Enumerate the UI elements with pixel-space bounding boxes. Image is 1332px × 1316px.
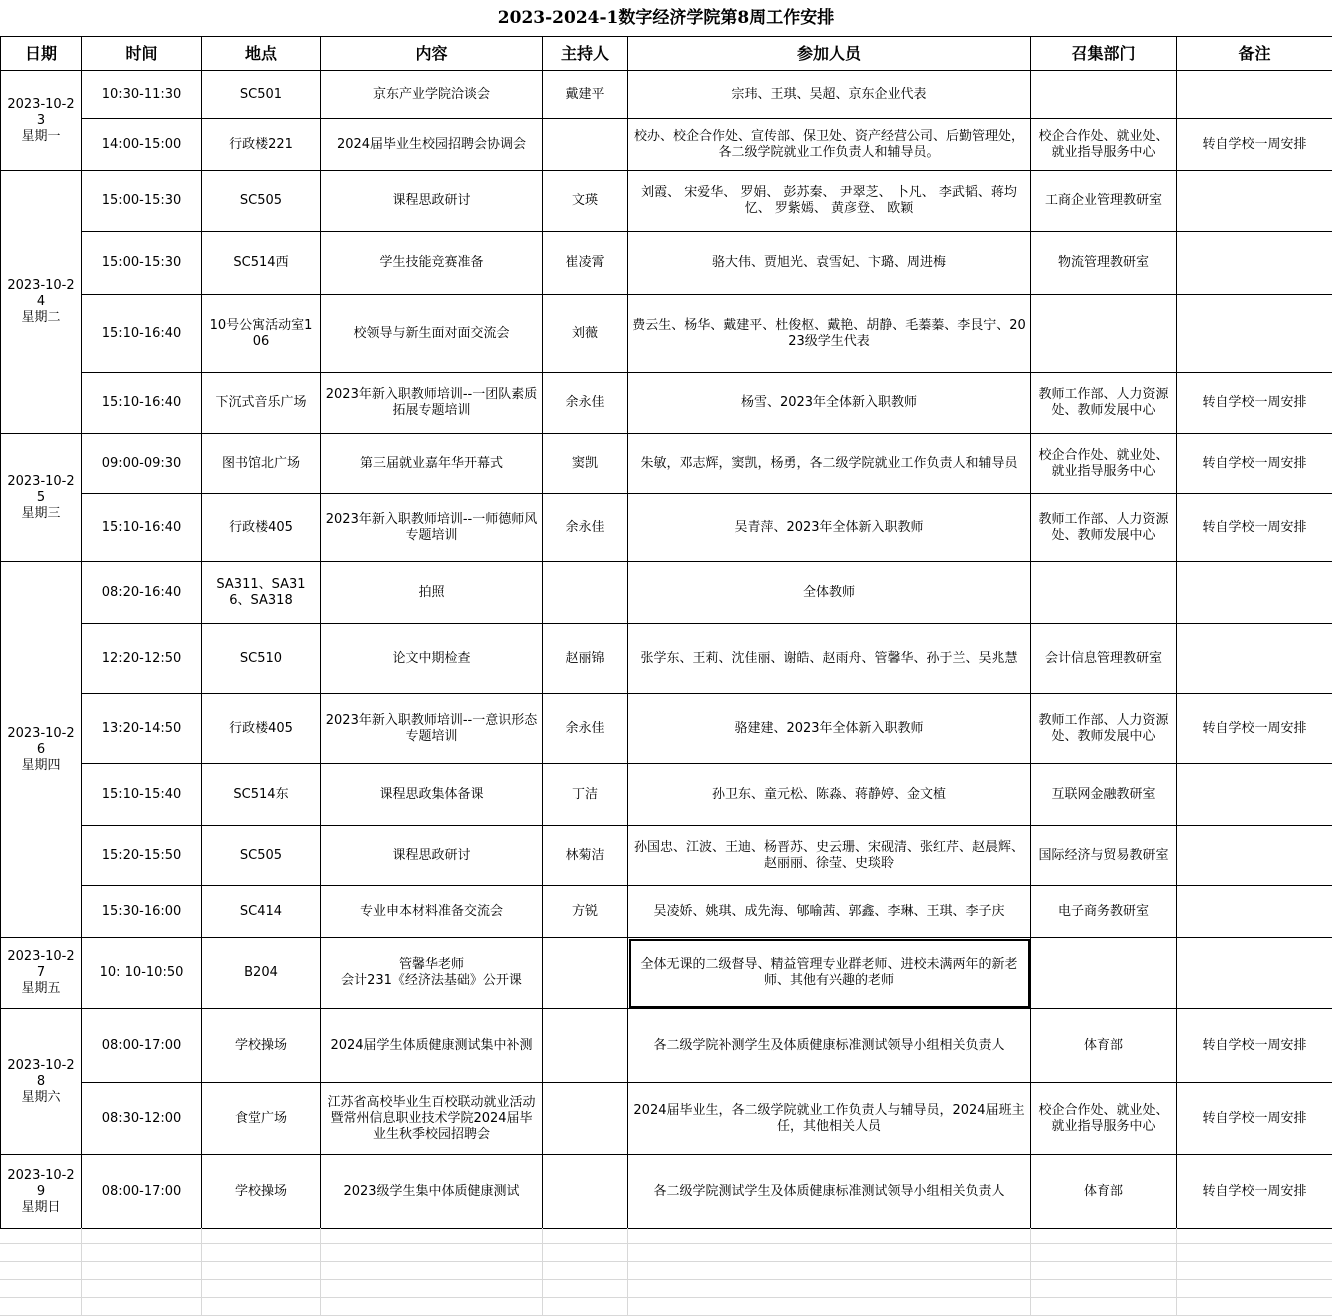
host-cell[interactable] bbox=[543, 1009, 628, 1083]
content-cell[interactable]: 江苏省高校毕业生百校联动就业活动暨常州信息职业技术学院2024届毕业生秋季校园招聘会 bbox=[321, 1083, 543, 1155]
gridline bbox=[1030, 1228, 1031, 1316]
note-cell[interactable] bbox=[1177, 938, 1332, 1009]
time-cell[interactable]: 15:20-15:50 bbox=[82, 826, 202, 886]
table-row bbox=[1, 494, 1332, 562]
place-cell[interactable]: 学校操场 bbox=[202, 1155, 321, 1229]
content-cell[interactable]: 课程思政研讨 bbox=[321, 826, 543, 886]
weekday-value: 星期一 bbox=[21, 128, 61, 144]
place-cell[interactable]: 行政楼221 bbox=[202, 119, 321, 171]
dept-cell[interactable]: 会计信息管理教研室 bbox=[1031, 624, 1177, 694]
date-cell[interactable] bbox=[1, 171, 82, 434]
attendees-cell[interactable]: 骆建建、2023年全体新入职教师 bbox=[628, 694, 1031, 764]
empty-spreadsheet-grid[interactable] bbox=[0, 1228, 1332, 1316]
place-cell[interactable]: 10号公寓活动室106 bbox=[202, 295, 321, 373]
table-row bbox=[1, 562, 1332, 624]
dept-cell[interactable] bbox=[1031, 71, 1177, 119]
dept-cell[interactable]: 电子商务教研室 bbox=[1031, 886, 1177, 938]
date-value: 2023-10-25 bbox=[7, 473, 75, 505]
gridline bbox=[542, 1228, 543, 1316]
dept-cell[interactable]: 体育部 bbox=[1031, 1155, 1177, 1229]
dept-cell[interactable]: 体育部 bbox=[1031, 1009, 1177, 1083]
content-cell[interactable]: 京东产业学院洽谈会 bbox=[321, 71, 543, 119]
host-cell[interactable] bbox=[543, 938, 628, 1009]
attendees-cell[interactable]: 全体教师 bbox=[628, 562, 1031, 624]
host-cell[interactable] bbox=[543, 1083, 628, 1155]
date-value: 2023-10-26 bbox=[7, 725, 75, 757]
page-title: 2023-2024-1数字经济学院第8周工作安排 bbox=[497, 8, 835, 28]
note-cell[interactable] bbox=[1177, 624, 1332, 694]
attendees-cell[interactable]: 2024届毕业生，各二级学院就业工作负责人与辅导员，2024届班主任，其他相关人员 bbox=[628, 1083, 1031, 1155]
weekday-value: 星期三 bbox=[21, 505, 61, 521]
note-cell[interactable]: 转自学校一周安排 bbox=[1177, 1009, 1332, 1083]
attendees-cell[interactable]: 各二级学院测试学生及体质健康标准测试领导小组相关负责人 bbox=[628, 1155, 1031, 1229]
host-cell[interactable] bbox=[543, 562, 628, 624]
time-cell[interactable]: 10: 10-10:50 bbox=[82, 938, 202, 1009]
table-row bbox=[1, 71, 1332, 119]
place-cell[interactable]: SC514西 bbox=[202, 232, 321, 295]
content-cell[interactable]: 校领导与新生面对面交流会 bbox=[321, 295, 543, 373]
attendees-cell[interactable]: 朱敏，邓志辉，窦凯，杨勇，各二级学院就业工作负责人和辅导员 bbox=[628, 434, 1031, 494]
place-cell[interactable]: 行政楼405 bbox=[202, 494, 321, 562]
content-line: 管馨华老师 bbox=[398, 957, 464, 972]
note-cell[interactable] bbox=[1177, 171, 1332, 232]
time-cell[interactable]: 13:20-14:50 bbox=[82, 694, 202, 764]
attendees-cell[interactable]: 张学东、王莉、沈佳丽、谢皓、赵雨舟、管馨华、孙于兰、吴兆慧 bbox=[628, 624, 1031, 694]
date-value: 2023-10-29 bbox=[7, 1167, 75, 1199]
place-cell[interactable]: SC510 bbox=[202, 624, 321, 694]
weekday-value: 星期四 bbox=[21, 757, 61, 773]
time-cell[interactable]: 15:00-15:30 bbox=[82, 171, 202, 232]
note-cell[interactable]: 转自学校一周安排 bbox=[1177, 494, 1332, 562]
attendees-cell[interactable]: 费云生、杨华、戴建平、杜俊枢、戴艳、胡静、毛蓁蓁、李艮宁、2023级学生代表 bbox=[628, 295, 1031, 373]
table-row bbox=[1, 624, 1332, 694]
table-row bbox=[1, 1155, 1332, 1229]
gridline bbox=[0, 1297, 1332, 1298]
table-row bbox=[1, 232, 1332, 295]
header-time[interactable]: 时间 bbox=[82, 37, 202, 71]
date-cell[interactable] bbox=[1, 71, 82, 171]
table-row bbox=[1, 886, 1332, 938]
date-cell[interactable] bbox=[1, 1009, 82, 1155]
place-cell[interactable]: SC501 bbox=[202, 71, 321, 119]
host-cell[interactable]: 窦凯 bbox=[543, 434, 628, 494]
content-cell[interactable] bbox=[321, 938, 543, 1009]
attendees-cell[interactable]: 骆大伟、贾旭光、袁雪妃、卞璐、周进梅 bbox=[628, 232, 1031, 295]
dept-cell[interactable]: 互联网金融教研室 bbox=[1031, 764, 1177, 826]
dept-cell[interactable]: 国际经济与贸易教研室 bbox=[1031, 826, 1177, 886]
host-cell[interactable]: 文瑛 bbox=[543, 171, 628, 232]
place-cell[interactable]: SC414 bbox=[202, 886, 321, 938]
place-cell[interactable]: 学校操场 bbox=[202, 1009, 321, 1083]
time-cell[interactable]: 15:10-16:40 bbox=[82, 373, 202, 434]
dept-cell[interactable]: 教师工作部、人力资源处、教师发展中心 bbox=[1031, 694, 1177, 764]
place-cell[interactable]: 食堂广场 bbox=[202, 1083, 321, 1155]
attendees-cell[interactable]: 孙国忠、江波、王迪、杨晋苏、史云珊、宋砚清、张红芹、赵晨辉、赵丽丽、徐莹、史琰聆 bbox=[628, 826, 1031, 886]
time-cell[interactable]: 15:30-16:00 bbox=[82, 886, 202, 938]
note-cell[interactable] bbox=[1177, 295, 1332, 373]
weekday-value: 星期日 bbox=[21, 1199, 61, 1215]
gridline bbox=[627, 1228, 628, 1316]
gridline bbox=[81, 1228, 82, 1316]
dept-cell[interactable]: 教师工作部、人力资源处、教师发展中心 bbox=[1031, 494, 1177, 562]
attendees-cell[interactable]: 吴青萍、2023年全体新入职教师 bbox=[628, 494, 1031, 562]
header-row bbox=[1, 37, 1332, 71]
time-cell[interactable]: 15:10-15:40 bbox=[82, 764, 202, 826]
content-cell[interactable]: 课程思政集体备课 bbox=[321, 764, 543, 826]
dept-cell[interactable]: 工商企业管理教研室 bbox=[1031, 171, 1177, 232]
content-cell[interactable]: 学生技能竞赛准备 bbox=[321, 232, 543, 295]
content-line: 会计231《经济法基础》公开课 bbox=[341, 973, 522, 988]
table-row bbox=[1, 694, 1332, 764]
attendees-cell[interactable]: 吴凌娇、姚琪、成先海、郇喻茜、郭鑫、李琳、王琪、李子庆 bbox=[628, 886, 1031, 938]
time-cell[interactable]: 10:30-11:30 bbox=[82, 71, 202, 119]
table-row bbox=[1, 373, 1332, 434]
attendees-cell[interactable]: 校办、校企合作处、宣传部、保卫处、资产经营公司、后勤管理处，各二级学院就业工作负责人和辅导员。 bbox=[628, 119, 1031, 171]
host-cell[interactable]: 余永佳 bbox=[543, 373, 628, 434]
attendees-cell[interactable]: 刘霞、 宋爱华、 罗娟、 彭苏秦、 尹翠芝、 卜凡、 李武韬、蒋均忆、 罗紫嫣、 黄彦登、 欧颖 bbox=[628, 171, 1031, 232]
time-cell[interactable]: 14:00-15:00 bbox=[82, 119, 202, 171]
content-cell[interactable]: 2023年新入职教师培训--一师德师风专题培训 bbox=[321, 494, 543, 562]
note-cell[interactable]: 转自学校一周安排 bbox=[1177, 1083, 1332, 1155]
note-cell[interactable]: 转自学校一周安排 bbox=[1177, 694, 1332, 764]
date-cell[interactable] bbox=[1, 938, 82, 1009]
weekday-value: 星期二 bbox=[21, 310, 61, 325]
content-cell[interactable]: 第三届就业嘉年华开幕式 bbox=[321, 434, 543, 494]
gridline bbox=[0, 1243, 1332, 1244]
gridline bbox=[201, 1228, 202, 1316]
table-row bbox=[1, 826, 1332, 886]
dept-cell[interactable] bbox=[1031, 938, 1177, 1009]
header-attendees[interactable]: 参加人员 bbox=[628, 37, 1031, 71]
content-cell[interactable]: 专业申本材料准备交流会 bbox=[321, 886, 543, 938]
content-cell[interactable]: 拍照 bbox=[321, 562, 543, 624]
date-cell[interactable] bbox=[1, 1155, 82, 1229]
schedule-table bbox=[0, 36, 1332, 1229]
host-cell[interactable]: 丁洁 bbox=[543, 764, 628, 826]
header-content[interactable]: 内容 bbox=[321, 37, 543, 71]
table-row bbox=[1, 1083, 1332, 1155]
weekday-value: 星期五 bbox=[21, 981, 61, 996]
content-cell[interactable]: 2023年新入职教师培训--一团队素质拓展专题培训 bbox=[321, 373, 543, 434]
note-cell[interactable] bbox=[1177, 71, 1332, 119]
dept-cell[interactable] bbox=[1031, 562, 1177, 624]
content-cell[interactable]: 2023级学生集中体质健康测试 bbox=[321, 1155, 543, 1229]
host-cell[interactable]: 林菊洁 bbox=[543, 826, 628, 886]
note-cell[interactable] bbox=[1177, 886, 1332, 938]
note-cell[interactable]: 转自学校一周安排 bbox=[1177, 373, 1332, 434]
time-cell[interactable]: 09:00-09:30 bbox=[82, 434, 202, 494]
note-cell[interactable] bbox=[1177, 232, 1332, 295]
content-cell[interactable]: 2024届毕业生校园招聘会协调会 bbox=[321, 119, 543, 171]
note-cell[interactable] bbox=[1177, 764, 1332, 826]
attendees-cell-selected[interactable]: 全体无课的二级督导、精益管理专业群老师、进校未满两年的新老师、其他有兴趣的老师 bbox=[628, 938, 1031, 1009]
dept-cell[interactable]: 教师工作部、人力资源处、教师发展中心 bbox=[1031, 373, 1177, 434]
note-cell[interactable] bbox=[1177, 826, 1332, 886]
attendees-cell[interactable]: 宗玮、王琪、吴超、京东企业代表 bbox=[628, 71, 1031, 119]
host-cell[interactable]: 崔凌霄 bbox=[543, 232, 628, 295]
gridline bbox=[1176, 1228, 1177, 1316]
table-row bbox=[1, 938, 1332, 1009]
date-value: 2023-10-27 bbox=[7, 949, 75, 980]
table-row bbox=[1, 295, 1332, 373]
place-cell[interactable]: 行政楼405 bbox=[202, 694, 321, 764]
content-cell[interactable]: 2024届学生体质健康测试集中补测 bbox=[321, 1009, 543, 1083]
time-cell[interactable]: 15:10-16:40 bbox=[82, 494, 202, 562]
content-cell[interactable]: 2023年新入职教师培训--一意识形态专题培训 bbox=[321, 694, 543, 764]
host-cell[interactable]: 余永佳 bbox=[543, 694, 628, 764]
gridline bbox=[320, 1228, 321, 1316]
time-cell[interactable]: 08:20-16:40 bbox=[82, 562, 202, 624]
place-cell[interactable]: SA311、SA316、SA318 bbox=[202, 562, 321, 624]
time-cell[interactable]: 15:10-16:40 bbox=[82, 295, 202, 373]
table-row bbox=[1, 1009, 1332, 1083]
header-place[interactable]: 地点 bbox=[202, 37, 321, 71]
place-cell[interactable]: SC505 bbox=[202, 171, 321, 232]
gridline bbox=[0, 1261, 1332, 1262]
dept-cell[interactable]: 校企合作处、就业处、就业指导服务中心 bbox=[1031, 1083, 1177, 1155]
host-cell[interactable]: 余永佳 bbox=[543, 494, 628, 562]
date-cell[interactable] bbox=[1, 434, 82, 562]
weekday-value: 星期六 bbox=[21, 1089, 61, 1105]
attendees-cell[interactable]: 孙卫东、童元松、陈淼、蒋静婷、金文植 bbox=[628, 764, 1031, 826]
dept-cell[interactable]: 物流管理教研室 bbox=[1031, 232, 1177, 295]
time-cell[interactable]: 08:30-12:00 bbox=[82, 1083, 202, 1155]
host-cell[interactable]: 戴建平 bbox=[543, 71, 628, 119]
place-cell[interactable]: 图书馆北广场 bbox=[202, 434, 321, 494]
content-cell[interactable]: 论文中期检查 bbox=[321, 624, 543, 694]
dept-cell[interactable]: 校企合作处、就业处、就业指导服务中心 bbox=[1031, 119, 1177, 171]
place-cell[interactable]: 下沉式音乐广场 bbox=[202, 373, 321, 434]
date-value: 2023-10-28 bbox=[7, 1057, 75, 1089]
header-host[interactable]: 主持人 bbox=[543, 37, 628, 71]
gridline bbox=[0, 1279, 1332, 1280]
host-cell[interactable] bbox=[543, 1155, 628, 1229]
header-date[interactable]: 日期 bbox=[1, 37, 82, 71]
note-cell[interactable] bbox=[1177, 562, 1332, 624]
date-value: 2023-10-23 bbox=[7, 96, 75, 128]
host-cell[interactable]: 方锐 bbox=[543, 886, 628, 938]
time-cell[interactable]: 08:00-17:00 bbox=[82, 1009, 202, 1083]
place-cell[interactable]: B204 bbox=[202, 938, 321, 1009]
time-cell[interactable]: 08:00-17:00 bbox=[82, 1155, 202, 1229]
place-cell[interactable]: SC505 bbox=[202, 826, 321, 886]
table-row bbox=[1, 119, 1332, 171]
dept-cell[interactable] bbox=[1031, 295, 1177, 373]
host-cell[interactable] bbox=[543, 119, 628, 171]
host-cell[interactable]: 刘薇 bbox=[543, 295, 628, 373]
host-cell[interactable]: 赵丽锦 bbox=[543, 624, 628, 694]
content-cell[interactable]: 课程思政研讨 bbox=[321, 171, 543, 232]
note-cell[interactable]: 转自学校一周安排 bbox=[1177, 119, 1332, 171]
header-dept[interactable]: 召集部门 bbox=[1031, 37, 1177, 71]
header-note[interactable]: 备注 bbox=[1177, 37, 1332, 71]
date-value: 2023-10-24 bbox=[7, 278, 75, 309]
attendees-cell[interactable]: 杨雪、2023年全体新入职教师 bbox=[628, 373, 1031, 434]
note-cell[interactable]: 转自学校一周安排 bbox=[1177, 1155, 1332, 1229]
dept-cell[interactable]: 校企合作处、就业处、就业指导服务中心 bbox=[1031, 434, 1177, 494]
attendees-cell[interactable]: 各二级学院补测学生及体质健康标准测试领导小组相关负责人 bbox=[628, 1009, 1031, 1083]
date-cell[interactable] bbox=[1, 562, 82, 938]
time-cell[interactable]: 15:00-15:30 bbox=[82, 232, 202, 295]
table-row bbox=[1, 171, 1332, 232]
time-cell[interactable]: 12:20-12:50 bbox=[82, 624, 202, 694]
table-row bbox=[1, 764, 1332, 826]
place-cell[interactable]: SC514东 bbox=[202, 764, 321, 826]
table-row bbox=[1, 434, 1332, 494]
note-cell[interactable]: 转自学校一周安排 bbox=[1177, 434, 1332, 494]
